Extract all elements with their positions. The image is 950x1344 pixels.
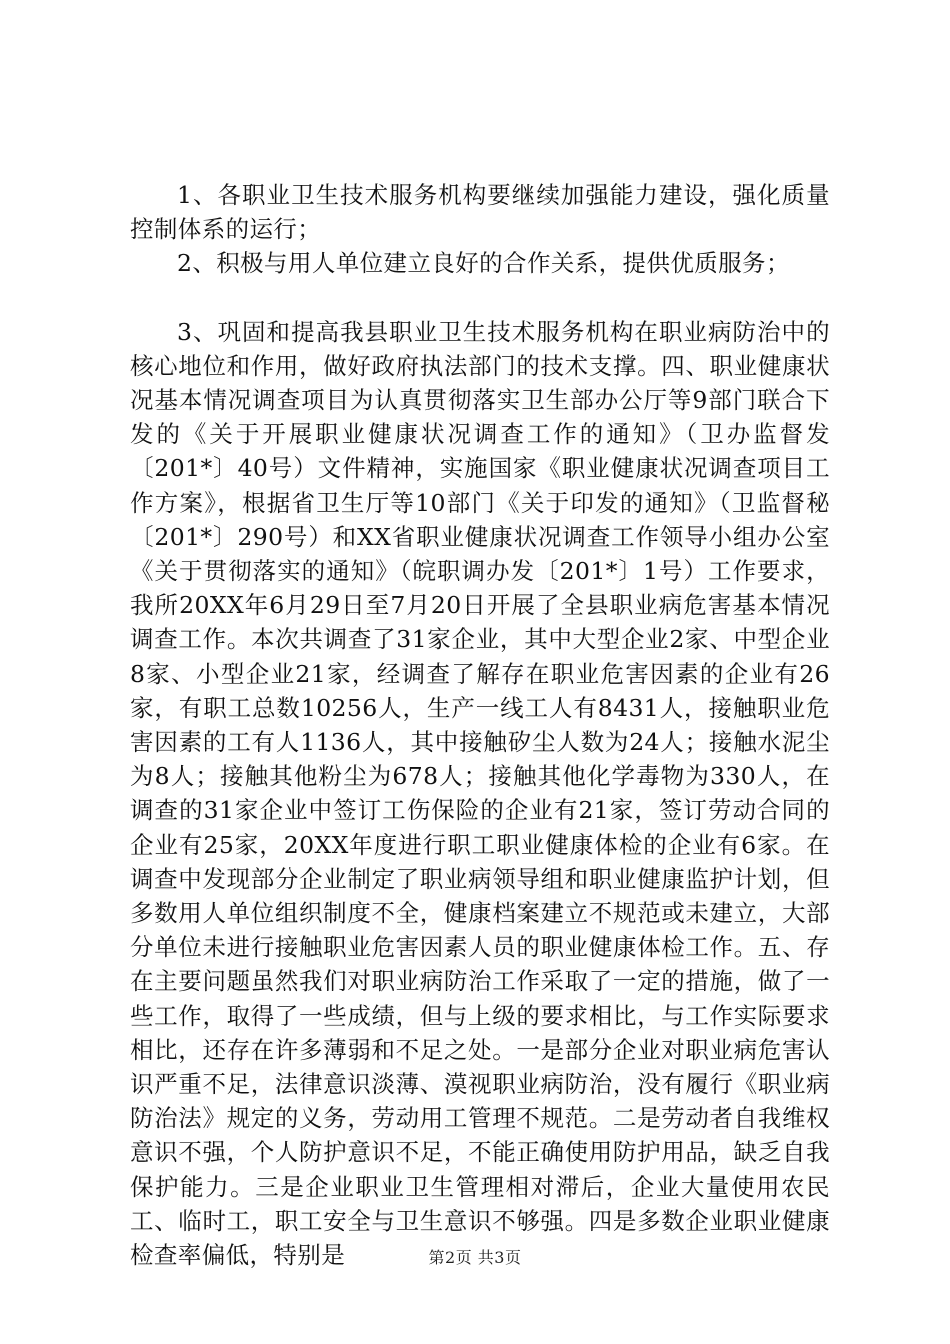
document-body [130,178,830,1272]
paragraph-cooperation: 2、积极与用人单位建立良好的合作关系，提供优质服务； [177,249,790,278]
paragraph-survey-and-problems: 3、巩固和提高我县职业卫生技术服务机构在职业病防治中的核心地位和作用，做好政府执法部门的技术支撑。四、职业健康状况基本情况调查项目为认真贯彻落实卫生部办公厅等9部门联合下发的《关于开展职业健康状况调查工作的通知》（卫办监督发〔201*〕40号）文件精神，实施国家《职业健康状况调查项目工作方案》，根据省卫生厅等10部门《关于印发的通知》（卫监督秘〔201*〕290号）和XX省职业健康状况调查工作领导小组办公室《关于贯彻落实的通知》（皖职调办发〔201*〕1号）工作要求，我所20XX年6月29日至7月20日开展了全县职业病危害基本情况调查工作。本次共调查了31家企业，其中大型企业2家、中型企业8家、小型企业21家，经调查了解存在职业危害因素的企业有26家，有职工总数10256人，生产一线工人有8431人，接触职业危害因素的工有人1136人，其中接触矽尘人数为24人；接触水泥尘为8人；接触其他粉尘为678人；接触其他化学毒物为330人，在调查的31家企业中签订工伤保险的企业有21家，签订劳动合同的企业有25家，20XX年度进行职工职业健康体检的企业有6家。在调查中发现部分企业制定了职业病领导组和职业健康监护计划，但多数用人单位组织制度不全，健康档案建立不规范或未建立，大部分单位未进行接触职业危害因素人员的职业健康体检工作。五、存在主要问题虽然我们对职业病防治工作采取了一定的措施，做了一些工作，取得了一些成绩，但与上级的要求相比，与工作实际要求相比，还存在许多薄弱和不足之处。一是部分企业对职业病危害认识严重不足，法律意识淡薄、漠视职业病防治，没有履行《职业病防治法》规定的义务，劳动用工管理不规范。二是劳动者自我维权意识不强，个人防护意识不足，不能正确使用防护用品，缺乏自我保护能力。三是企业职业卫生管理相对滞后，企业大量使用农民工、临时工，职工安全与卫生意识不够强。四是多数企业职业健康检查率偏低，特别是 [130,317,830,1270]
paragraph-quality-control: 1、各职业卫生技术服务机构要继续加强能力建设，强化质量控制体系的运行； [130,181,830,244]
page-number-footer: 第2页 共3页 [428,1248,522,1267]
